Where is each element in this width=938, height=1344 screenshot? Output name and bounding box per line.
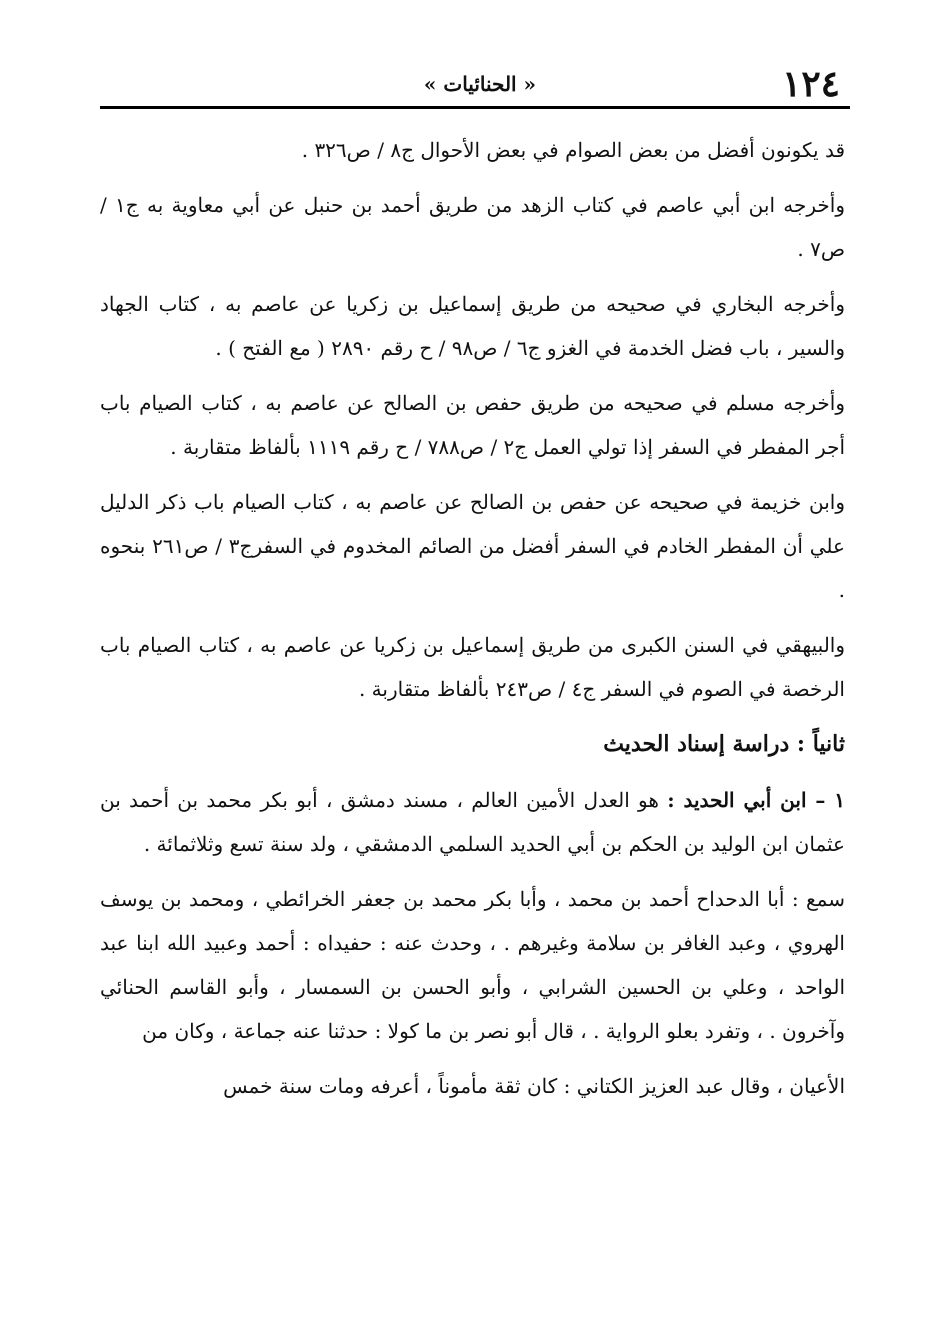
paragraph: وأخرجه البخاري في صحيحه من طريق إسماعيل بن زكريا عن عاصم به ، كتاب الجهاد والسير ، باب فضل الخدمة في الغزو ج٦ / ص٩٨ / ح رقم ٢٨٩٠ ( مع الفتح ) . xyxy=(100,292,845,360)
narrator-name: ١ – ابن أبي الحديد : xyxy=(667,788,846,812)
paragraph: قد يكونون أفضل من بعض الصوام في بعض الأحوال ج٨ / ص٣٢٦ . xyxy=(301,138,845,162)
biography-paragraph xyxy=(100,778,845,866)
paragraph: وأخرجه مسلم في صحيحه من طريق حفص بن الصالح عن عاصم به ، كتاب الصيام باب أجر المفطر في السفر إذا تولي العمل ج٢ / ص٧٨٨ / ح رقم ١١١٩ بألفاظ متقاربة . xyxy=(100,391,845,459)
header-rule xyxy=(100,106,850,109)
paragraph: وابن خزيمة في صحيحه عن حفص بن الصالح عن عاصم به ، كتاب الصيام باب ذكر الدليل علي أن المفطر الخادم في السفر أفضل من الصائم المخدوم في السفرج٣ / ص٢٦١ بنحوه . xyxy=(100,490,845,602)
paragraph: سمع : أبا الدحداح أحمد بن محمد ، وأبا بكر محمد بن جعفر الخرائطي ، ومحمد بن يوسف الهروي ، وعبد الغافر بن سلامة وغيرهم . ، وحدث عنه : حفيداه : أحمد وعبيد الله ابنا عبد الواحد ، وعلي بن الحسين الشرابي ، وأبو الحسن بن السمسار ، وأبو القاسم الحنائي وآخرون . ، وتفرد بعلو الرواية . ، قال أبو نصر بن ما كولا : حدثنا عنه جماعة ، وكان من xyxy=(100,887,845,1043)
biography-text: هو العدل الأمين العالم ، مسند دمشق ، أبو بكر محمد بن أحمد بن عثمان ابن الوليد بن الحكم بن أبي الحديد السلمي الدمشقي ، ولد سنة تسع وثلاثمائة . xyxy=(100,788,845,856)
paragraph: الأعيان ، وقال عبد العزيز الكتاني : كان ثقة مأموناً ، أعرفه ومات سنة خمس xyxy=(223,1074,845,1098)
paragraph: والبيهقي في السنن الكبرى من طريق إسماعيل بن زكريا عن عاصم به ، كتاب الصيام باب الرخصة في الصوم في السفر ج٤ / ص٢٤٣ بألفاظ متقاربة . xyxy=(100,633,845,701)
running-title: « الحنائيات » xyxy=(423,72,537,96)
paragraph: وأخرجه ابن أبي عاصم في كتاب الزهد من طريق أحمد بن حنبل عن أبي معاوية به ج١ / ص٧ . xyxy=(100,193,845,261)
page-body xyxy=(100,128,845,1108)
section-heading: ثانياً : دراسة إسناد الحديث xyxy=(603,731,845,757)
page-number: ١٢٤ xyxy=(781,63,840,105)
page-header xyxy=(100,62,840,106)
